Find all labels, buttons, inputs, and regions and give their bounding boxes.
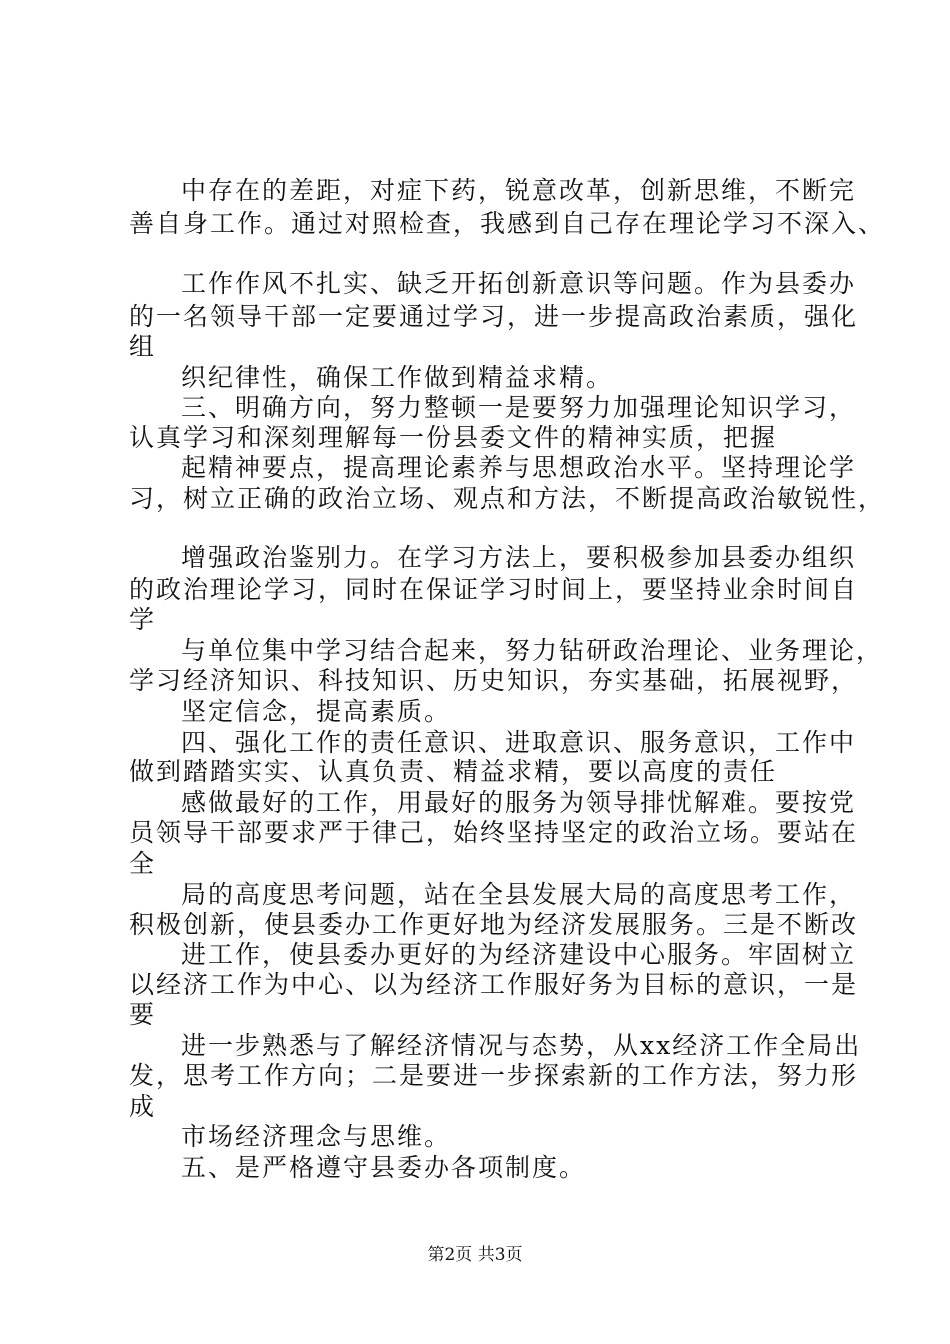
body-text-line: 组 <box>129 332 157 361</box>
body-text-line: 中存在的差距，对症下药，锐意改革，创新思维，不断完 <box>181 176 857 205</box>
body-text-line: 进一步熟悉与了解经济情况与态势，从xx经济工作全局出 <box>181 1031 862 1060</box>
body-text-line: 发，思考工作方向；二是要进一步探索新的工作方法，努力形 <box>129 1061 859 1090</box>
body-text-line: 进工作，使县委办更好的为经济建设中心服务。牢固树立 <box>181 940 857 969</box>
body-text-line: 认真学习和深刻理解每一份县委文件的精神实质，把握 <box>129 423 778 452</box>
body-text-line: 织纪律性，确保工作做到精益求精。 <box>181 363 614 392</box>
body-text-line: 要 <box>129 1000 157 1029</box>
body-text-line: 以经济工作为中心、以为经济工作服好务为目标的意识，一是 <box>129 970 859 999</box>
body-text-line: 员领导干部要求严于律己，始终坚持坚定的政治立场。要站在 <box>129 818 859 847</box>
body-text-line: 习，树立正确的政治立场、观点和方法，不断提高政治敏锐性， <box>129 484 886 513</box>
body-text-line: 三、明确方向，努力整顿一是要努力加强理论知识学习， <box>181 393 857 422</box>
body-text-line: 起精神要点，提高理论素养与思想政治水平。坚持理论学 <box>181 453 857 482</box>
page-number-footer: 第2页 共3页 <box>427 1245 523 1265</box>
body-text-line: 坚定信念，提高素质。 <box>181 697 452 726</box>
body-text-line: 学 <box>129 605 157 634</box>
body-text-line: 全 <box>129 849 157 878</box>
body-text-line: 与单位集中学习结合起来，努力钻研政治理论、业务理论， <box>181 636 884 665</box>
body-text-line: 成 <box>129 1092 157 1121</box>
body-text-line: 局的高度思考问题，站在全县发展大局的高度思考工作， <box>181 880 857 909</box>
body-text-line: 市场经济理念与思维。 <box>181 1122 452 1151</box>
body-text-line: 善自身工作。通过对照检查，我感到自己存在理论学习不深入、 <box>129 209 886 238</box>
body-text-line: 四、强化工作的责任意识、进取意识、服务意识，工作中 <box>181 728 857 757</box>
body-text-line: 五、是严格遵守县委办各项制度。 <box>181 1153 587 1182</box>
body-text-line: 工作作风不扎实、缺乏开拓创新意识等问题。作为县委办 <box>181 269 857 298</box>
body-text-line: 感做最好的工作，用最好的服务为领导排忧解难。要按党 <box>181 788 857 817</box>
body-text-line: 的一名领导干部一定要通过学习，进一步提高政治素质，强化 <box>129 302 859 331</box>
body-text-line: 增强政治鉴别力。在学习方法上，要积极参加县委办组织 <box>181 543 857 572</box>
body-text-line: 积极创新，使县委办工作更好地为经济发展服务。三是不断改 <box>129 910 859 939</box>
body-text-line: 学习经济知识、科技知识、历史知识，夯实基础，拓展视野， <box>129 666 859 695</box>
body-text-line: 做到踏踏实实、认真负责、精益求精，要以高度的责任 <box>129 757 778 786</box>
body-text-line: 的政治理论学习，同时在保证学习时间上，要坚持业余时间自 <box>129 575 859 604</box>
